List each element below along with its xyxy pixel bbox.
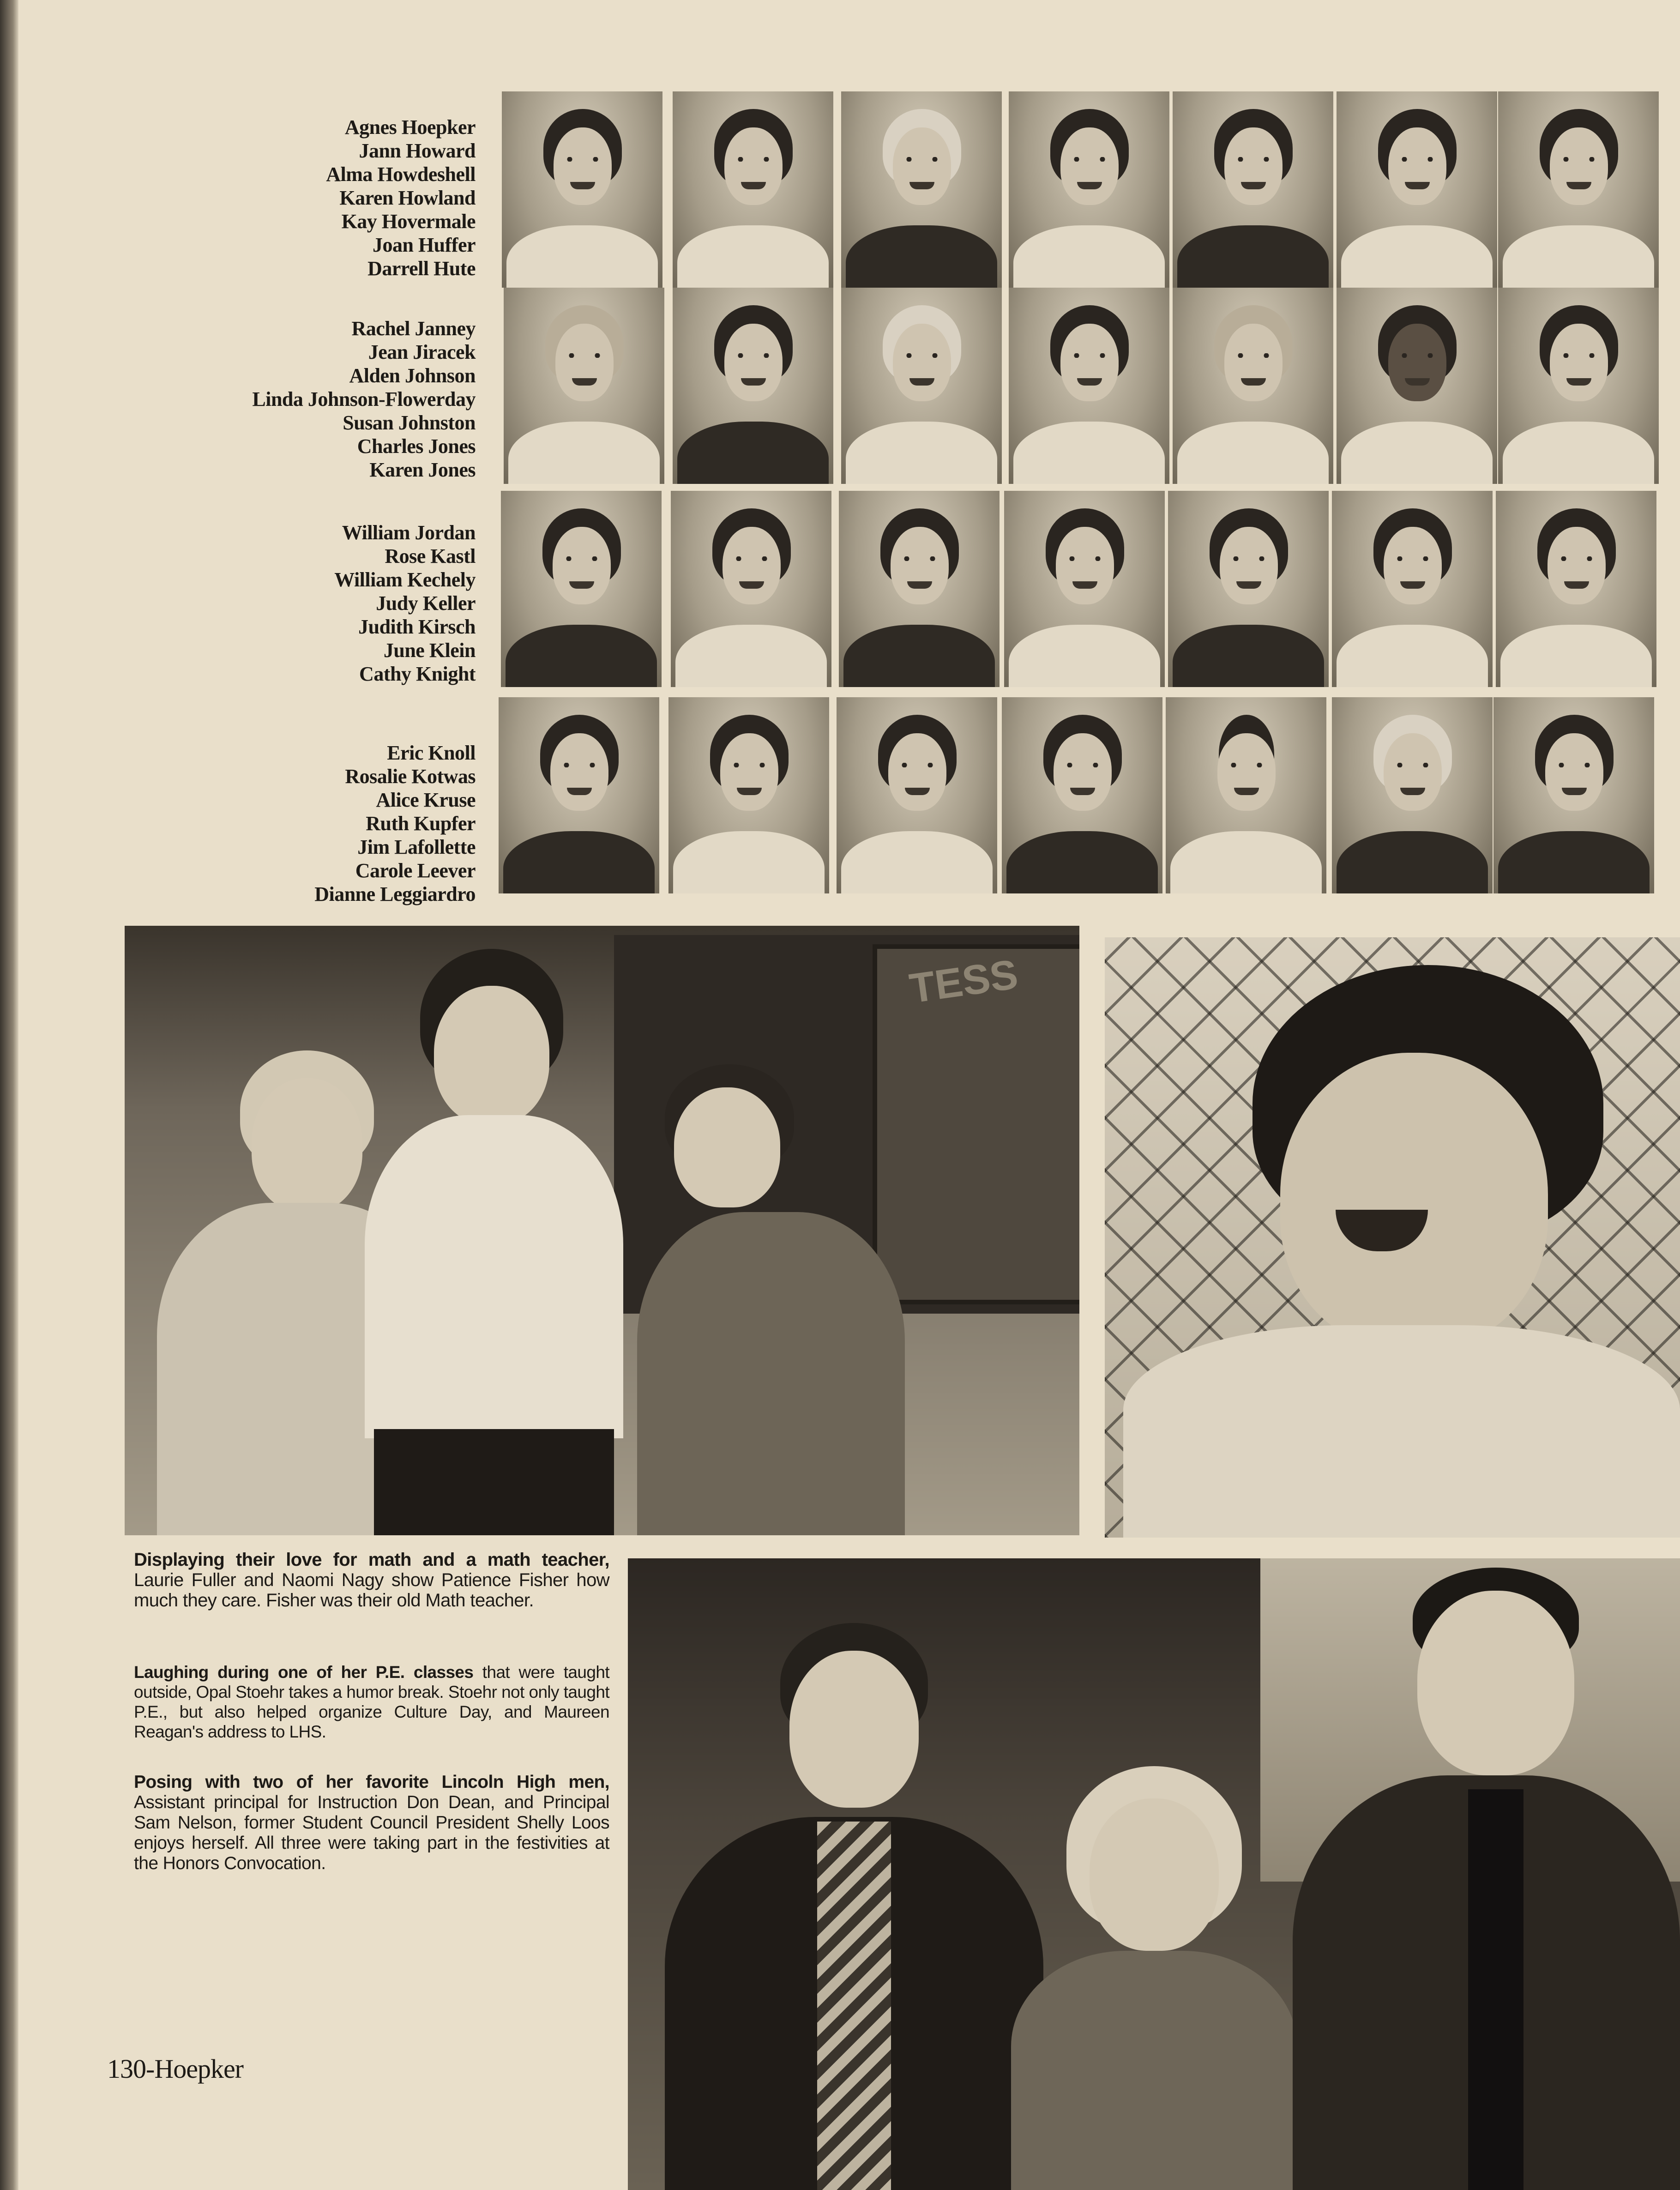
- name: Charles Jones: [357, 435, 476, 458]
- portrait-photo: [1166, 697, 1326, 893]
- principal: [1293, 1568, 1680, 2190]
- portrait-photo: [1004, 491, 1165, 687]
- portrait-photo: [499, 697, 659, 893]
- names-block-row2: [138, 317, 476, 482]
- caption-text: Laurie Fuller and Naomi Nagy show Patience Fisher how much they care. Fisher was their old Math teacher.: [134, 1570, 609, 1611]
- portrait-photo: [839, 491, 1000, 687]
- name: Ruth Kupfer: [366, 812, 476, 835]
- photo-pe-teacher-laughing: [1105, 937, 1680, 1538]
- name: Alma Howdeshell: [326, 163, 476, 186]
- portrait-photo: [501, 491, 662, 687]
- name: Rosalie Kotwas: [345, 765, 476, 788]
- name: Jann Howard: [359, 139, 476, 162]
- portrait-photo: [1332, 697, 1493, 893]
- portrait-photo: [1498, 91, 1659, 288]
- name: Alice Kruse: [376, 789, 476, 811]
- caption-lead: Laughing during one of her P.E. classes: [134, 1663, 474, 1682]
- portrait-photo: [841, 288, 1002, 484]
- name: William Jordan: [342, 521, 476, 544]
- names-block-row1: [138, 115, 476, 280]
- name: Judy Keller: [376, 592, 476, 615]
- name: Kay Hovermale: [341, 210, 476, 233]
- portrait-photo: [1002, 697, 1162, 893]
- portrait-photo: [1332, 491, 1493, 687]
- portrait-row-1: [501, 91, 1679, 289]
- name: Carole Leever: [355, 859, 476, 882]
- portrait-photo: [1173, 91, 1333, 288]
- name: Rose Kastl: [385, 545, 476, 567]
- name: Linda Johnson-Flowerday: [252, 388, 476, 410]
- name: Jean Jiracek: [368, 341, 476, 363]
- portrait-photo: [1009, 91, 1169, 288]
- name: Dianne Leggiardro: [314, 883, 476, 905]
- pe-teacher: [1105, 965, 1680, 1538]
- caption-text: that were taught outside, Opal Stoehr takes a humor break. Stoehr not only taught P.E., but also helped organize Culture Day, and Maureen Reagan's address to LHS.: [134, 1663, 610, 1741]
- caption-honors: [134, 1772, 609, 1874]
- caption-text: Assistant principal for Instruction Don Dean, and Principal Sam Nelson, former Student Council President Shelly Loos enjoys herself. All three were taking part in the festivities at the Honors Convocation.: [134, 1792, 609, 1873]
- portrait-photo: [504, 288, 664, 484]
- portrait-photo: [1173, 288, 1333, 484]
- portrait-row-3: [501, 491, 1679, 688]
- name: Judith Kirsch: [358, 615, 476, 638]
- portrait-photo: [1498, 288, 1659, 484]
- name: Alden Johnson: [349, 364, 476, 387]
- portrait-row-4: [501, 697, 1679, 895]
- name: June Klein: [383, 639, 476, 662]
- name: William Kechely: [334, 568, 476, 591]
- name: Karen Howland: [339, 187, 476, 209]
- portrait-photo: [841, 91, 1002, 288]
- name: Eric Knoll: [387, 742, 476, 764]
- student-council-president: [1011, 1766, 1297, 2190]
- portrait-photo: [673, 288, 833, 484]
- portrait-photo: [837, 697, 997, 893]
- name: Darrell Hute: [367, 257, 476, 280]
- teacher-center: [365, 949, 623, 1535]
- name: Karen Jones: [369, 459, 476, 481]
- caption-pe: [134, 1662, 609, 1742]
- portrait-photo: [1337, 91, 1497, 288]
- portrait-photo: [502, 91, 662, 288]
- page-folio: 130-Hoepker: [107, 2054, 244, 2084]
- name: Cathy Knight: [359, 663, 476, 685]
- names-block-row4: [138, 741, 476, 906]
- photo-math-teacher-hug: [125, 926, 1079, 1535]
- names-block-row3: [138, 521, 476, 686]
- portrait-photo: [1168, 491, 1329, 687]
- name: Agnes Hoepker: [344, 116, 476, 139]
- portrait-photo: [1493, 697, 1654, 893]
- portrait-photo: [668, 697, 829, 893]
- name: Jim Lafollette: [357, 836, 476, 858]
- photo-honors-convocation: [628, 1558, 1680, 2190]
- bulletin-sign: TESS: [907, 951, 1021, 1012]
- name: Rachel Janney: [351, 317, 476, 340]
- caption-math: [134, 1550, 609, 1611]
- portrait-photo: [1009, 288, 1169, 484]
- caption-lead: Posing with two of her favorite Lincoln High men,: [134, 1772, 609, 1792]
- page-binding-edge: [0, 0, 18, 2190]
- portrait-row-2: [501, 288, 1679, 485]
- portrait-photo: [1496, 491, 1656, 687]
- caption-lead: Displaying their love for math and a math teacher,: [134, 1550, 609, 1570]
- student-right: [637, 1064, 914, 1535]
- assistant-principal: [665, 1623, 1043, 2190]
- portrait-photo: [1337, 288, 1497, 484]
- name: Joan Huffer: [372, 234, 476, 256]
- portrait-photo: [673, 91, 833, 288]
- portrait-photo: [671, 491, 831, 687]
- name: Susan Johnston: [343, 411, 476, 434]
